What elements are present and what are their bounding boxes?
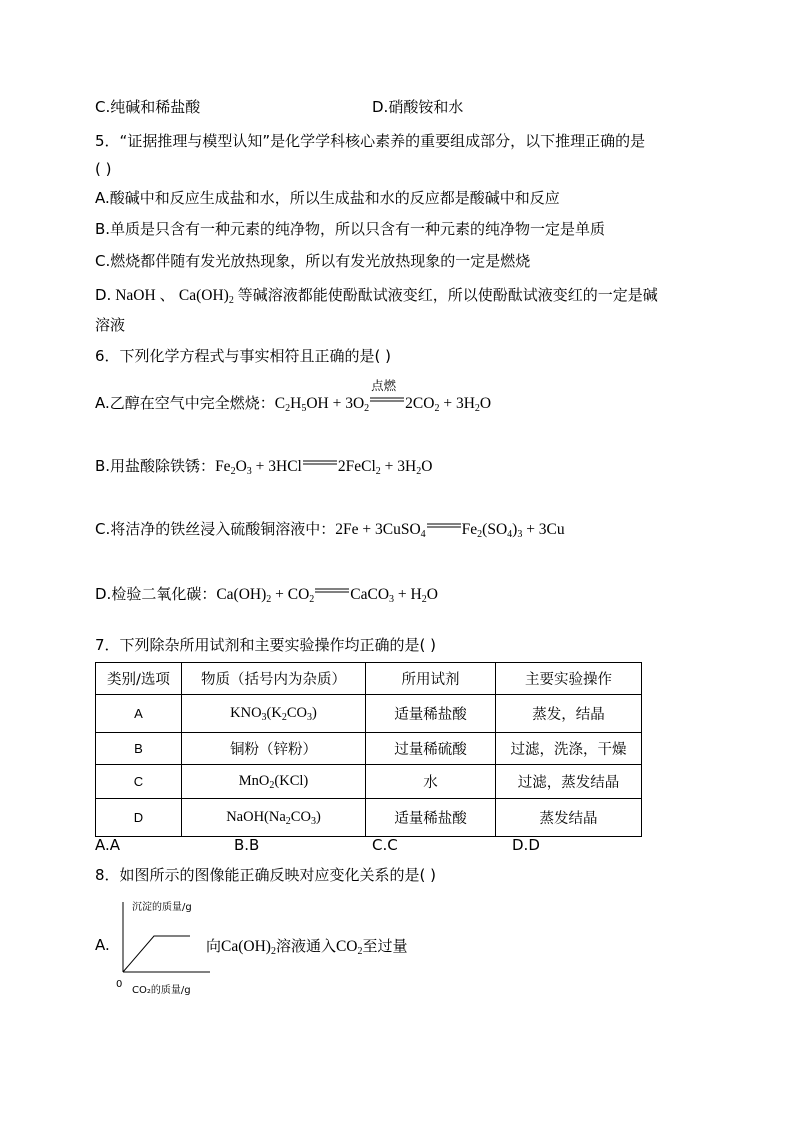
- table-row: [96, 799, 642, 837]
- q6-option-c: [95, 518, 565, 540]
- q8-option-a-label: A.: [95, 936, 110, 954]
- table-cell-operation: 蒸发，结晶: [496, 695, 642, 733]
- q8-option-a-text-3: 至过量: [362, 937, 408, 955]
- table-cell-substance: $NaOH(Na_2CO_3)$: [182, 799, 366, 837]
- table-header-cell: 所用试剂: [366, 663, 496, 695]
- table-header-cell: 物质（括号内为杂质）: [182, 663, 366, 695]
- graph-x-label: CO₂的质量/g: [132, 985, 191, 996]
- table-cell-substance: 铜粉（锌粉）: [182, 733, 366, 765]
- table-header-cell: 类别/选项: [96, 663, 182, 695]
- equals-arrow-icon: [302, 459, 338, 469]
- table-cell-option: C: [96, 765, 182, 799]
- graph-origin: 0: [116, 979, 123, 990]
- q6-option-d-equation: $Ca(OH)_2 + CO_2$ CaCO$_3$ + $H_2O$: [216, 586, 438, 605]
- table-row: [96, 733, 642, 765]
- table-cell-reagent: 水: [366, 765, 496, 799]
- q7-answer-d: D.D: [512, 836, 540, 854]
- table-cell-operation: 过滤，洗涤，干燥: [496, 733, 642, 765]
- table-cell-option: A: [96, 695, 182, 733]
- table-cell-reagent: 适量稀盐酸: [366, 799, 496, 837]
- q4-option-c: C.纯碱和稀盐酸: [95, 98, 201, 116]
- table-cell-operation: 蒸发结晶: [496, 799, 642, 837]
- q5-option-c: C.燃烧都伴随有发光放热现象，所以有发光放热现象的一定是燃烧: [95, 252, 531, 270]
- q5-option-d: [95, 283, 658, 306]
- q5-option-d-formula: NaOH 、 $Ca(OH)_2$: [111, 287, 234, 306]
- q5-option-d-continued: 溶液: [95, 316, 126, 334]
- q5-option-a: A.酸碱中和反应生成盐和水，所以生成盐和水的反应都是酸碱中和反应: [95, 189, 560, 207]
- q5-stem: 5．“证据推理与模型认知”是化学学科核心素养的重要组成部分，以下推理正确的是: [95, 132, 646, 150]
- table-row: [96, 695, 642, 733]
- table-cell-operation: 过滤，蒸发结晶: [496, 765, 642, 799]
- q6-option-a-condition: 点燃: [371, 378, 397, 393]
- table-cell-option: D: [96, 799, 182, 837]
- equals-arrow-icon: [369, 396, 405, 406]
- q7-answer-a: A.A: [95, 836, 121, 854]
- q7-answer-b: B.B: [234, 836, 260, 854]
- table-header-cell: 主要实验操作: [496, 663, 642, 695]
- q7-answer-c: C.C: [372, 836, 398, 854]
- q4-option-d: D.硝酸铵和水: [372, 98, 464, 116]
- table-cell-reagent: 适量稀盐酸: [366, 695, 496, 733]
- q7-stem: 7．下列除杂所用试剂和主要实验操作均正确的是( ): [95, 636, 437, 654]
- q8-option-a-formula-1: $Ca(OH)_2$: [221, 938, 276, 957]
- table-cell-option: B: [96, 733, 182, 765]
- q5-option-d-prefix: D.: [95, 286, 112, 304]
- equals-arrow-icon: [426, 522, 462, 532]
- q6-option-a-equation: $C_2H_5OH + 3O_2$ 点燃 $2CO_2 + 3H_2O$: [274, 378, 492, 414]
- q6-option-b: [95, 455, 432, 477]
- table-cell-reagent: 过量稀硫酸: [366, 733, 496, 765]
- q8-option-a-text-2: 溶液通入: [275, 937, 336, 955]
- q6-option-d: [95, 583, 438, 605]
- q6-option-b-text: B.用盐酸除铁锈：: [95, 457, 216, 475]
- table-row: [96, 765, 642, 799]
- graph-curve: [123, 936, 190, 972]
- q8-stem: 8．如图所示的图像能正确反映对应变化关系的是( ): [95, 866, 437, 884]
- q6-option-d-text: D.检验二氧化碳：: [95, 585, 217, 603]
- q5-paren: ( ): [95, 160, 112, 178]
- q6-option-b-equation: $Fe_2O_3 + 3HCl$ 2FeCl$_2$ + $3H_2O$: [215, 458, 433, 477]
- table-cell-substance: $KNO_3(K_2CO_3)$: [182, 695, 366, 733]
- q6-option-c-equation: 2Fe + 3CuSO$_4$ $Fe_2(SO_4)_3 + 3Cu$: [335, 521, 565, 540]
- q8-option-a-graph: [110, 896, 220, 998]
- q6-option-a-text: A.乙醇在空气中完全燃烧：: [95, 394, 275, 412]
- q7-table: [95, 662, 642, 837]
- q5-option-d-text: 等碱溶液都能使酚酞试液变红，所以使酚酞试液变红的一定是碱: [237, 286, 658, 304]
- equals-arrow-icon: [314, 587, 350, 597]
- q8-option-a-text-1: 向: [206, 937, 222, 955]
- graph-y-label: 沉淀的质量/g: [132, 902, 192, 913]
- table-cell-substance: MnO$_2$(KCl): [182, 765, 366, 799]
- q6-option-a: [95, 378, 492, 414]
- q5-option-b: B.单质是只含有一种元素的纯净物，所以只含有一种元素的纯净物一定是单质: [95, 220, 606, 238]
- q8-option-a-formula-2: $CO_2$: [335, 938, 363, 957]
- q6-stem: 6．下列化学方程式与事实相符且正确的是( ): [95, 347, 392, 365]
- q8-option-a-description: [206, 935, 408, 957]
- q6-option-c-text: C.将洁净的铁丝浸入硫酸铜溶液中：: [95, 520, 336, 538]
- table-header-row: [96, 663, 642, 695]
